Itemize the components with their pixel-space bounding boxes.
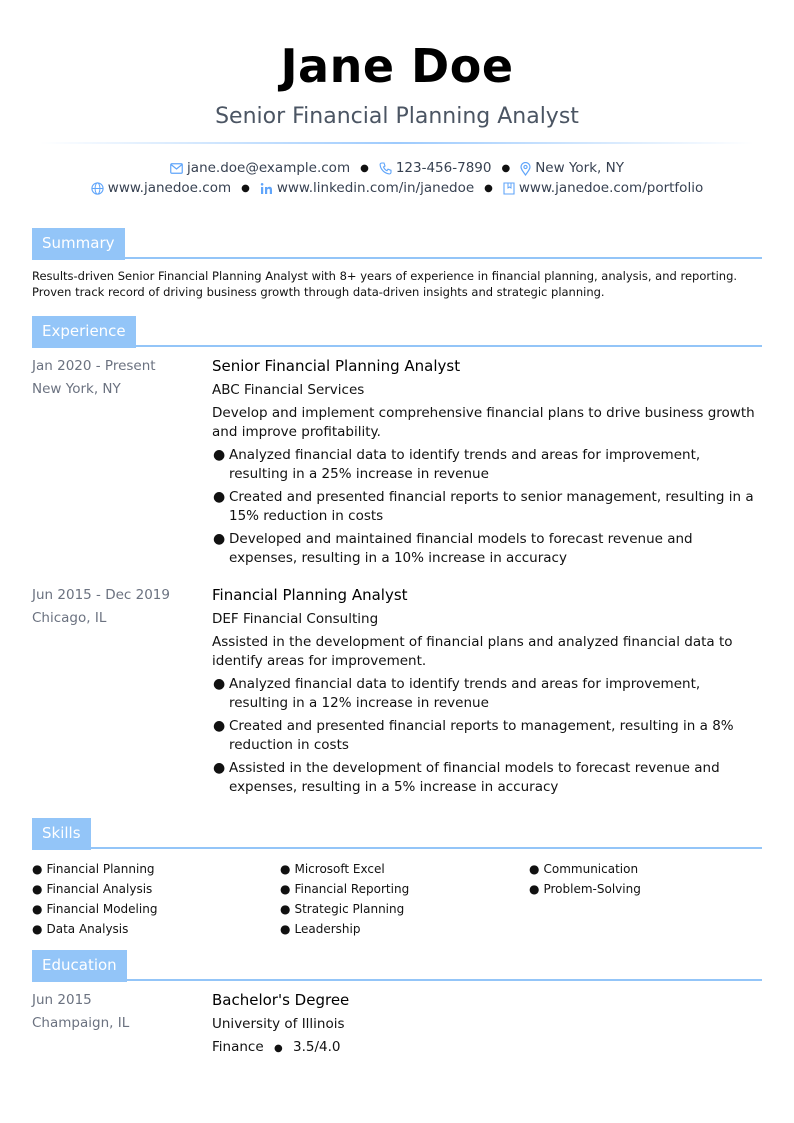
contact-row-secondary [0, 179, 794, 198]
section-rule [32, 257, 762, 259]
contact-phone[interactable] [379, 159, 492, 178]
skill-item: ● Leadership [280, 922, 361, 936]
contact-portfolio[interactable] [503, 179, 703, 198]
entry-dates: Jan 2020 - Present [32, 358, 156, 374]
resume-header [0, 0, 794, 198]
candidate-name: Jane Doe [280, 39, 514, 93]
summary-section [32, 228, 762, 300]
separator-dot: ● [360, 163, 369, 174]
skill-text: Financial Reporting [294, 882, 410, 896]
skill-item: ● Financial Modeling [32, 902, 158, 916]
section-title: Summary [32, 228, 125, 260]
skill-item: ● Microsoft Excel [280, 862, 385, 876]
header-divider [40, 142, 754, 144]
section-title: Skills [32, 818, 91, 850]
job-company: ABC Financial Services [212, 382, 365, 398]
education-date: Jun 2015 [32, 992, 92, 1008]
skill-item: ● Communication [529, 862, 639, 876]
job-achievements [212, 675, 762, 797]
website-text: www.janedoe.com [107, 180, 232, 196]
summary-text: Results-driven Senior Financial Planning Analyst with 8+ years of experience in financial planning, analysis, and reporting. Proven track record of driving business growth through data-driven insights and strategic planning. [32, 269, 738, 299]
skill-text: Problem-Solving [543, 882, 641, 896]
job-role: Financial Planning Analyst [212, 586, 408, 604]
skills-column [32, 859, 272, 939]
achievement-text: Developed and maintained financial models to forecast revenue and expenses, resulting in a 10% increase in accuracy [229, 531, 693, 566]
contact-email[interactable] [170, 159, 350, 178]
skill-item: ● Financial Reporting [280, 882, 410, 896]
globe-icon [91, 182, 104, 195]
skill-item: ● Data Analysis [32, 922, 129, 936]
education-field-gpa [212, 1036, 762, 1060]
entry-location: Chicago, IL [32, 610, 107, 626]
mail-icon [170, 163, 183, 174]
portfolio-text: www.janedoe.com/portfolio [518, 180, 704, 196]
entry-details [212, 584, 762, 801]
achievement-text: Analyzed financial data to identify trends and areas for improvement, resulting in a 12% increase in revenue [229, 676, 701, 711]
section-header [32, 316, 762, 348]
section-header [32, 950, 762, 982]
job-description: Assisted in the development of financial plans and analyzed financial data to identify areas for improvement. [212, 634, 733, 669]
entry-details [212, 355, 762, 572]
skills-section [32, 818, 762, 939]
phone-text: 123-456-7890 [395, 160, 492, 176]
degree-name: Bachelor's Degree [212, 991, 350, 1009]
entry-location: New York, NY [32, 381, 121, 397]
entry-details [212, 989, 762, 1060]
education-location: Champaign, IL [32, 1015, 130, 1031]
job-achievements [212, 446, 762, 568]
skill-item: ● Strategic Planning [280, 902, 405, 916]
section-header [32, 228, 762, 260]
separator-dot: ● [241, 183, 250, 194]
location-text: New York, NY [535, 160, 624, 176]
linkedin-icon [260, 182, 273, 195]
section-rule [32, 979, 762, 981]
entry-dates: Jun 2015 - Dec 2019 [32, 587, 170, 603]
skill-item: ● Financial Analysis [32, 882, 153, 896]
map-pin-icon [520, 162, 531, 176]
section-header [32, 818, 762, 850]
skill-text: Data Analysis [46, 922, 129, 936]
skill-text: Microsoft Excel [294, 862, 385, 876]
achievement-item: ● Created and presented financial reports to management, resulting in a 8% reduction in costs [213, 718, 734, 753]
achievement-text: Assisted in the development of financial models to forecast revenue and expenses, resulting in a 5% increase in accuracy [229, 760, 720, 795]
achievement-item: ● Analyzed financial data to identify trends and areas for improvement, resulting in a 25% increase in revenue [213, 447, 701, 482]
skills-column [280, 859, 520, 939]
contact-location [520, 159, 624, 178]
achievement-item: ● Assisted in the development of financial models to forecast revenue and expenses, resulting in a 5% increase in accuracy [213, 760, 720, 795]
linkedin-text: www.linkedin.com/in/janedoe [276, 180, 475, 196]
job-company: DEF Financial Consulting [212, 611, 379, 627]
skills-column [529, 859, 769, 899]
field-of-study: Finance [212, 1039, 264, 1055]
entry-meta [32, 584, 202, 630]
phone-icon [379, 162, 392, 175]
skill-text: Financial Planning [46, 862, 155, 876]
skills-grid [32, 859, 762, 939]
skill-text: Leadership [294, 922, 361, 936]
candidate-title: Senior Financial Planning Analyst [215, 104, 579, 129]
email-text: jane.doe@example.com [187, 160, 351, 176]
entry-meta [32, 355, 202, 401]
section-rule [32, 345, 762, 347]
job-role: Senior Financial Planning Analyst [212, 357, 461, 375]
achievement-text: Analyzed financial data to identify trends and areas for improvement, resulting in a 25% increase in revenue [229, 447, 701, 482]
separator-dot: ● [501, 163, 511, 174]
contact-website[interactable] [91, 179, 231, 198]
contact-row-primary [0, 159, 794, 178]
education-section [32, 950, 762, 1055]
skill-item: ● Financial Planning [32, 862, 155, 876]
achievement-item: ● Created and presented financial reports to senior management, resulting in a 15% reduction in costs [213, 489, 754, 524]
skill-item: ● Problem-Solving [529, 882, 641, 896]
achievement-item: ● Developed and maintained financial models to forecast revenue and expenses, resulting in a 10% increase in accuracy [213, 531, 693, 566]
skill-text: Financial Modeling [46, 902, 158, 916]
job-description: Develop and implement comprehensive financial plans to drive business growth and improve profitability. [212, 405, 755, 440]
achievement-text: Created and presented financial reports to management, resulting in a 8% reduction in costs [229, 718, 734, 753]
section-rule [32, 847, 762, 849]
experience-section [32, 316, 762, 795]
school-name: University of Illinois [212, 1016, 345, 1032]
skill-text: Communication [543, 862, 639, 876]
separator-dot: ● [484, 183, 493, 194]
section-title: Experience [32, 316, 136, 348]
achievement-text: Created and presented financial reports to senior management, resulting in a 15% reduction in costs [229, 489, 754, 524]
gpa: 3.5/4.0 [292, 1039, 341, 1055]
skill-text: Strategic Planning [294, 902, 405, 916]
achievement-item: ● Analyzed financial data to identify trends and areas for improvement, resulting in a 12% increase in revenue [213, 676, 701, 711]
separator-dot: ● [273, 1043, 283, 1054]
entry-meta [32, 989, 202, 1035]
portfolio-icon [503, 182, 515, 195]
contact-linkedin[interactable] [260, 179, 474, 198]
skill-text: Financial Analysis [46, 882, 153, 896]
section-title: Education [32, 950, 127, 982]
